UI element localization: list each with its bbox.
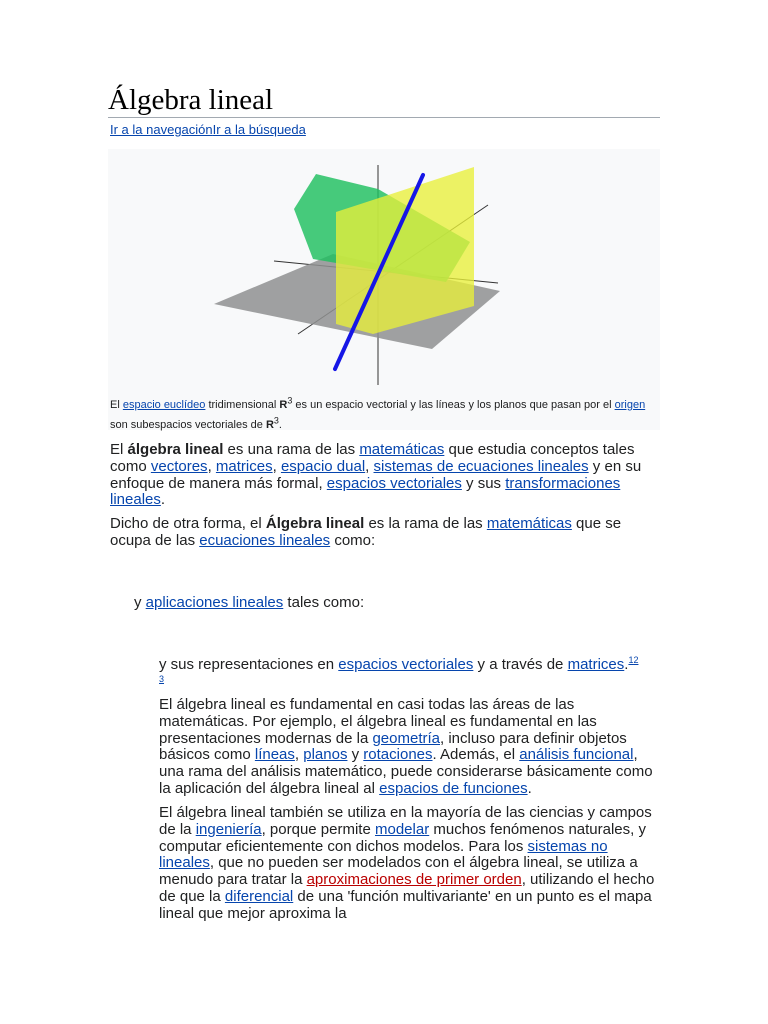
link-matematicas[interactable]: matemáticas [359,441,445,458]
caption-text: es un espacio vectorial y las líneas y los planos que pasan por el [292,399,615,411]
applications-paragraph [159,697,659,798]
text: y a través de [473,656,568,673]
reference-link-3[interactable]: 3 [159,674,165,684]
linear-maps-paragraph [134,595,654,612]
reference-link-1[interactable]: 1 [628,655,634,665]
text: como: [330,531,376,549]
figure-thumbnail [108,149,660,430]
definition-paragraph [110,516,662,550]
link-matematicas[interactable]: matemáticas [486,515,572,532]
link-ecuaciones-lineales[interactable]: ecuaciones lineales [199,531,331,549]
link-matrices[interactable]: matrices [567,656,625,673]
link-espacios-de-funciones[interactable]: espacios de funciones [379,779,528,797]
link-geometria[interactable]: geometría [372,729,441,747]
link-espacio-dual[interactable]: espacio dual [280,457,366,475]
caption-text: tridimensional [205,399,280,411]
caption-link-origen[interactable]: origen [614,399,646,411]
text: , incluso para definir objetos básicos como [159,729,627,764]
link-rotaciones[interactable]: rotaciones [363,746,433,764]
text: Dicho de otra forma, el [110,515,266,532]
caption-link-espacio-euclideo[interactable]: espacio euclídeo [122,399,206,411]
text: que se ocupa de las [110,515,622,549]
caption-bold-r: R [279,399,288,411]
text: y [347,746,364,764]
caption-text: son subespacios vectoriales de [110,419,266,431]
text: . Además, el [432,746,520,764]
reference-3-container [159,674,164,684]
jump-links [110,122,306,138]
representations-paragraph [159,657,689,674]
text: . [527,779,532,797]
intro-paragraph [110,442,662,509]
text: y en su enfoque de manera más formal, [110,457,642,492]
link-lineas[interactable]: líneas [254,746,295,764]
caption-text: El [110,399,123,411]
link-aproximaciones-de-primer-orden[interactable]: aproximaciones de primer orden [306,871,522,889]
page-title: Álgebra lineal [108,84,660,118]
link-aplicaciones-lineales[interactable]: aplicaciones lineales [145,594,284,611]
text: , que no pueden ser modelados con el álgebra lineal, se utiliza a menudo para tratar la [159,854,638,889]
text: de una 'función multivariante' en un punto es el mapa lineal que mejor aproxima la [159,887,652,922]
caption-bold-r: R [265,419,274,431]
text: , [272,457,281,475]
text: , porque permite [261,820,375,838]
link-sistemas-no-lineales[interactable]: sistemas no lineales [159,837,608,872]
bold-term: álgebra lineal [127,441,224,458]
text: , [294,746,304,764]
text: . [624,656,629,673]
text: y [134,594,146,611]
vector-subspaces-illustration [108,149,660,389]
sciences-paragraph [159,805,659,923]
text: es la rama de las [364,515,487,532]
text: y sus [461,474,506,492]
text: El [110,441,128,458]
link-transformaciones-lineales[interactable]: transformaciones lineales [110,474,621,509]
jump-to-search-link[interactable]: Ir a la búsqueda [212,122,306,137]
text: , [365,457,374,475]
text: , una rama del análisis matemático, puede considerarse básicamente como la aplicación del álgebra lineal al [159,746,653,797]
link-matrices[interactable]: matrices [215,457,273,475]
text: , utilizando el hecho de que la [159,871,655,905]
bold-term: Álgebra lineal [265,515,365,532]
text: El álgebra lineal también se utiliza en la mayoría de las ciencias y campos de la [159,804,652,838]
text: muchos fenómenos naturales, y computar eficientemente con dichos modelos. Para los [159,820,646,855]
link-sistemas-de-ecuaciones-lineales[interactable]: sistemas de ecuaciones lineales [373,457,589,475]
text: El álgebra lineal es fundamental en casi todas las áreas de las matemáticas. Por ejemplo, el álgebra lineal es fundamental en las presentaciones modernas de la [159,696,597,747]
link-analisis-funcional[interactable]: análisis funcional [519,746,634,764]
text: que estudia conceptos tales como [110,441,635,475]
reference-link-2[interactable]: 2 [633,655,639,665]
text: tales como: [283,594,365,611]
text: es una rama de las [223,441,360,458]
text: y sus representaciones en [159,656,339,673]
link-ingenieria[interactable]: ingeniería [195,820,262,838]
link-planos[interactable]: planos [303,746,348,764]
link-espacios-vectoriales[interactable]: espacios vectoriales [326,474,462,492]
link-espacios-vectoriales[interactable]: espacios vectoriales [338,656,474,673]
text: , [207,457,216,475]
link-vectores[interactable]: vectores [150,457,208,475]
caption-superscript: 3 [287,395,293,406]
jump-to-navigation-link[interactable]: Ir a la navegación [110,122,213,137]
link-modelar[interactable]: modelar [375,820,430,838]
figure-caption [110,395,658,435]
caption-superscript: 3 [273,415,279,426]
text: . [160,491,166,509]
link-diferencial[interactable]: diferencial [224,887,294,905]
caption-text: . [278,419,282,431]
